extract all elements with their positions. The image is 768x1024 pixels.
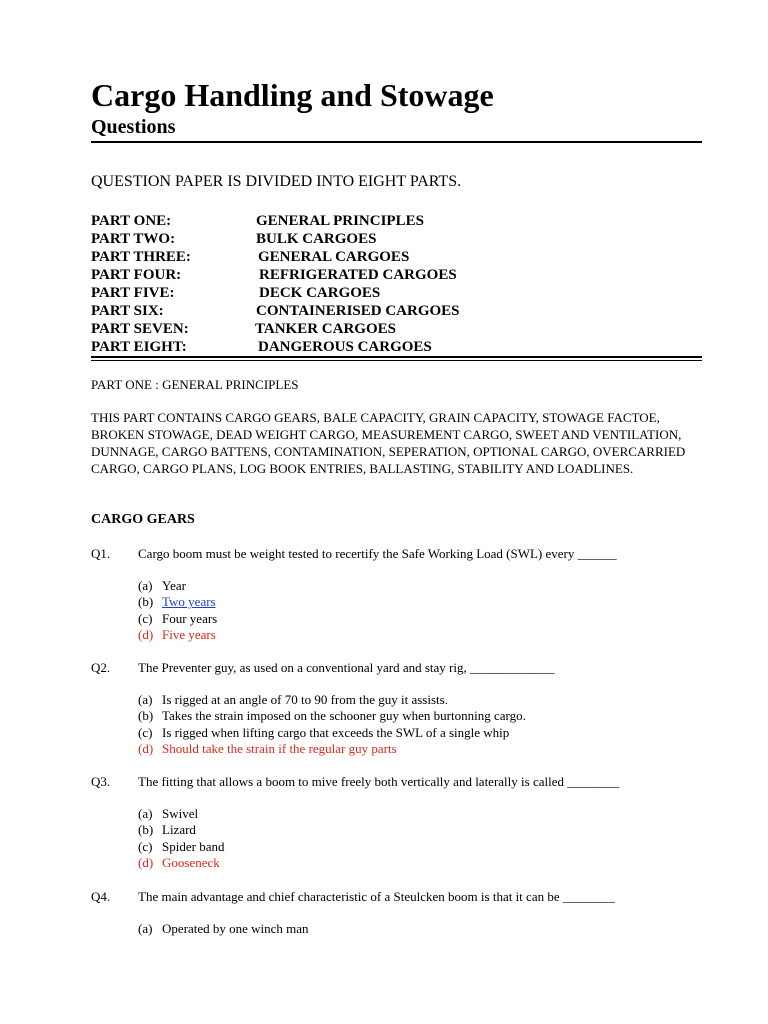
option-label: (a)	[138, 692, 153, 707]
part-name: PART FOUR:	[91, 267, 182, 283]
answer-option	[138, 692, 526, 708]
option-text: Five years	[162, 627, 216, 643]
section-description: THIS PART CONTAINS CARGO GEARS, BALE CAPACITY, GRAIN CAPACITY, STOWAGE FACTOE, BROKEN STOWAGE, DEAD WEIGHT CARGO, MEASUREMENT CARGO, SWEET AND VENTILATION, DUNNAGE, CARGO BATTENS, CONTAMINATION, SEPERATION, OPTIONAL CARGO, OVERCARRIED CARGO, CARGO PLANS, LOG BOOK ENTRIES, BALLASTING, STABILITY AND LOADLINES.	[91, 410, 686, 476]
option-label: (d)	[138, 855, 154, 871]
question-2-options	[138, 692, 526, 758]
part-row	[91, 248, 702, 266]
option-link-text[interactable]: Two years	[162, 594, 216, 610]
answer-option	[138, 921, 309, 937]
option-text: Is rigged when lifting cargo that exceeds the SWL of a single whip	[162, 724, 510, 740]
question-number: Q3.	[91, 774, 111, 789]
answer-option-highlighted	[138, 741, 526, 757]
option-label: (a)	[138, 921, 153, 936]
part-topic: DECK CARGOES	[259, 285, 381, 301]
part-row	[91, 230, 702, 248]
option-text: Gooseneck	[162, 855, 220, 871]
question-text: The fitting that allows a boom to mive freely both vertically and laterally is called ________	[138, 774, 620, 789]
option-text: Four years	[162, 610, 218, 626]
part-name: PART FIVE:	[91, 285, 175, 301]
part-row	[91, 266, 702, 284]
option-label: (b)	[138, 594, 154, 610]
answer-option	[138, 822, 224, 838]
section-heading: PART ONE : GENERAL PRINCIPLES	[91, 377, 299, 392]
part-topic: TANKER CARGOES	[255, 321, 396, 337]
question-number: Q2.	[91, 660, 111, 675]
part-name: PART SIX:	[91, 303, 164, 319]
answer-option	[138, 708, 526, 724]
question-text: The Preventer guy, as used on a conventional yard and stay rig, _____________	[138, 660, 555, 675]
document-title: Cargo Handling and Stowage	[91, 77, 494, 113]
subsection-heading: CARGO GEARS	[91, 512, 195, 527]
option-text: Should take the strain if the regular guy parts	[162, 741, 397, 757]
answer-option	[138, 725, 526, 741]
intro-statement: QUESTION PAPER IS DIVIDED INTO EIGHT PARTS.	[91, 173, 462, 190]
parts-divider-top	[91, 356, 702, 358]
answer-option-highlighted	[138, 627, 217, 643]
part-row	[91, 302, 702, 320]
answer-option	[138, 806, 224, 822]
answer-option-highlighted	[138, 855, 224, 871]
question-1-options	[138, 578, 217, 644]
part-name: PART EIGHT:	[91, 339, 187, 355]
question-number: Q1.	[91, 546, 111, 561]
part-topic: GENERAL CARGOES	[258, 249, 410, 265]
part-row	[91, 284, 702, 302]
option-text: Operated by one winch man	[162, 921, 309, 936]
question-number: Q4.	[91, 889, 111, 904]
part-row	[91, 338, 702, 356]
question-text: The main advantage and chief characteristic of a Steulcken boom is that it can be ________	[138, 889, 615, 904]
answer-option	[138, 611, 217, 627]
option-text: Swivel	[162, 806, 199, 821]
parts-list	[91, 212, 702, 356]
part-name: PART THREE:	[91, 249, 191, 265]
part-name: PART ONE:	[91, 213, 172, 229]
option-label: (c)	[138, 724, 153, 740]
title-divider	[91, 141, 702, 143]
answer-option	[138, 839, 224, 855]
option-text: Takes the strain imposed on the schooner guy when burtonning cargo.	[162, 708, 526, 724]
option-label: (b)	[138, 822, 154, 838]
part-name: PART TWO:	[91, 231, 176, 247]
answer-option[interactable]	[138, 594, 217, 610]
option-label: (d)	[138, 627, 154, 643]
option-label: (d)	[138, 741, 154, 757]
part-name: PART SEVEN:	[91, 321, 189, 337]
option-text: Year	[162, 578, 186, 593]
option-label: (a)	[138, 806, 153, 821]
option-text: Is rigged at an angle of 70 to 90 from the guy it assists.	[162, 692, 448, 707]
question-4-options	[138, 921, 309, 937]
part-row	[91, 320, 702, 338]
part-topic: REFRIGERATED CARGOES	[259, 267, 457, 283]
option-label: (a)	[138, 578, 153, 593]
document-subtitle: Questions	[91, 116, 176, 138]
parts-divider-bottom	[91, 360, 702, 361]
option-text: Lizard	[162, 822, 196, 838]
answer-option	[138, 578, 217, 594]
option-label: (c)	[138, 610, 153, 626]
part-topic: CONTAINERISED CARGOES	[256, 303, 460, 319]
part-topic: DANGEROUS CARGOES	[258, 339, 432, 355]
question-text: Cargo boom must be weight tested to recertify the Safe Working Load (SWL) every ______	[138, 546, 617, 561]
option-label: (b)	[138, 708, 154, 724]
question-3-options	[138, 806, 224, 872]
part-row	[91, 212, 702, 230]
part-topic: BULK CARGOES	[256, 231, 377, 247]
option-text: Spider band	[162, 838, 225, 854]
option-label: (c)	[138, 838, 153, 854]
part-topic: GENERAL PRINCIPLES	[256, 213, 424, 229]
